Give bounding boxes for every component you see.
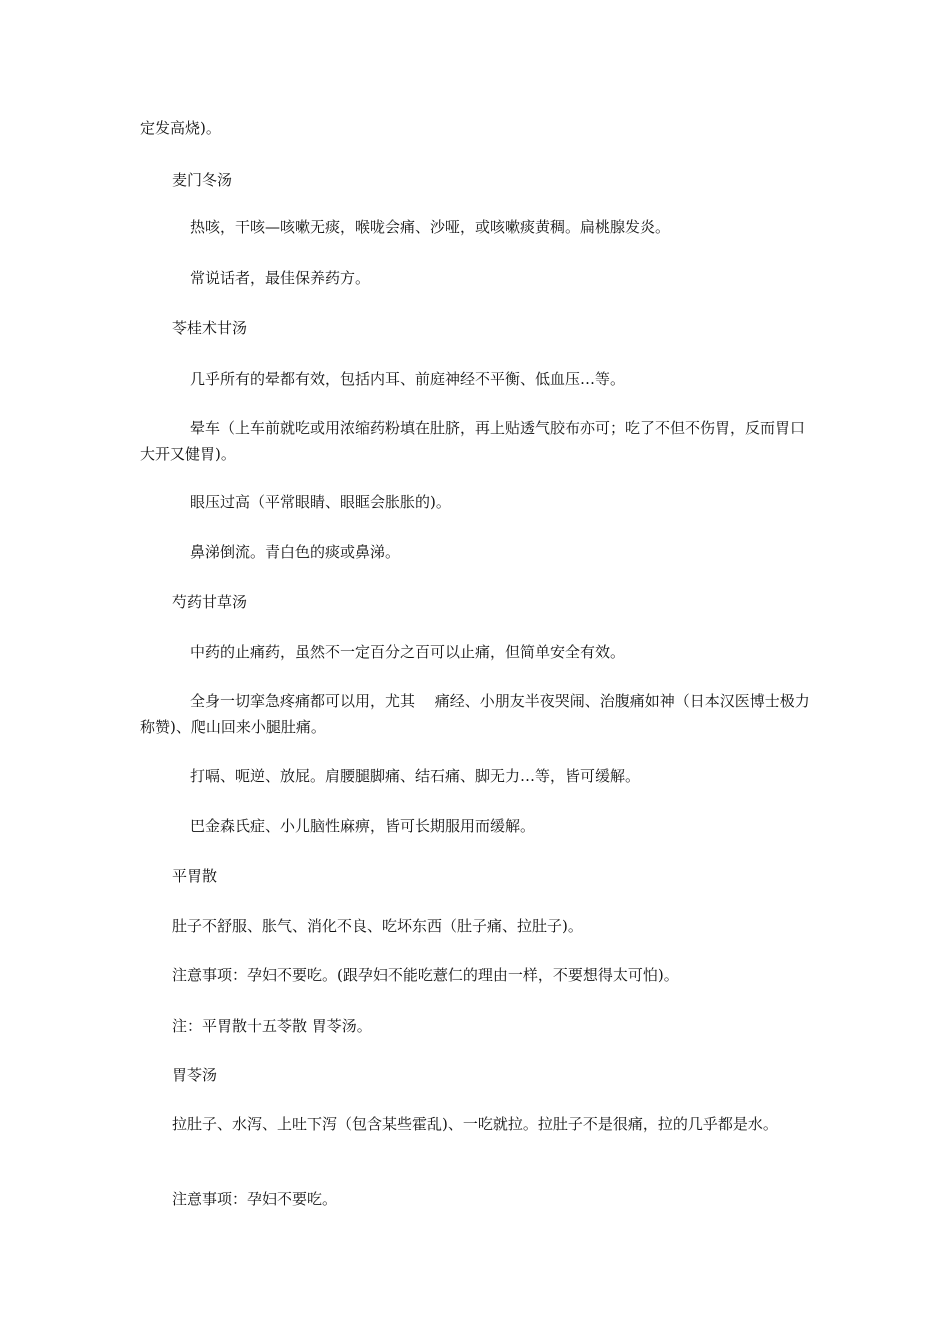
text-line: 注：平胃散十五苓散 胃苓汤。 [172,1017,372,1035]
text-line: 眼压过高（平常眼睛、眼眶会胀胀的)。 [190,493,451,511]
text-line: 巴金森氏症、小儿脑性麻痹，皆可长期服用而缓解。 [190,817,536,835]
text-line: 中药的止痛药，虽然不一定百分之百可以止痛，但简单安全有效。 [190,643,626,661]
text-line: 注意事项：孕妇不要吃。(跟孕妇不能吃薏仁的理由一样，不要想得太可怕)。 [172,966,679,984]
section-heading-shaoyao: 芍药甘草汤 [172,593,248,611]
text-line: 肚子不舒服、胀气、消化不良、吃坏东西（肚子痛、拉肚子)。 [172,917,583,935]
text-line: 定发高烧)。 [140,119,221,137]
section-heading-pingwei: 平胃散 [172,867,218,885]
text-line: 常说话者，最佳保养药方。 [190,269,371,287]
text-line: 鼻涕倒流。青白色的痰或鼻涕。 [190,543,401,561]
text-paragraph: 全身一切挛急疼痛都可以用，尤其 痛经、小朋友半夜哭闹、治腹痛如神（日本汉医博士极力称赞)、爬山回来小腿肚痛。 [140,692,810,736]
text-line: 热咳，干咳—咳嗽无痰，喉咙会痛、沙哑，或咳嗽痰黄稠。扁桃腺发炎。 [190,218,671,236]
text-paragraph: 拉肚子、水泻、上吐下泻（包含某些霍乱)、一吃就拉。拉肚子不是很痛，拉的几乎都是水。 [172,1115,778,1133]
section-heading-linggui: 苓桂术甘汤 [172,319,248,337]
text-paragraph: 晕车（上车前就吃或用浓缩药粉填在肚脐，再上贴透气胶布亦可；吃了不但不伤胃，反而胃口大开又健胃)。 [140,419,806,463]
section-heading-maimendong: 麦门冬汤 [172,171,233,189]
text-line: 打嗝、呃逆、放屁。肩腰腿脚痛、结石痛、脚无力…等，皆可缓解。 [190,767,641,785]
text-line: 几乎所有的晕都有效，包括内耳、前庭神经不平衡、低血压…等。 [190,370,626,388]
text-line: 注意事项：孕妇不要吃。 [172,1190,338,1208]
section-heading-weiling: 胃苓汤 [172,1066,218,1084]
